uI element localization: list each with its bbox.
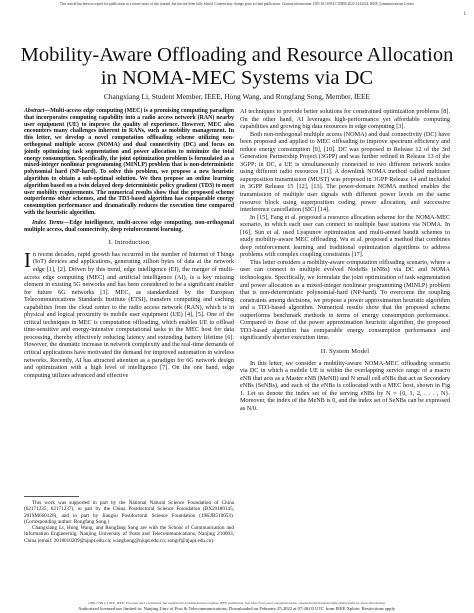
paragraph: AI techniques to provide better solutions for constrained optimization problems [8]. On the other hand, AI leverages high-performance yet affordable computing capabilities and growing big data resources in edge computing [3]. — [240, 108, 450, 131]
paper-title: Mobility-Aware Offloading and Resource Allocation in NOMA-MEC Systems via DC — [20, 44, 454, 89]
page-footer — [6, 601, 468, 611]
abstract — [24, 108, 234, 217]
footnote — [24, 500, 234, 544]
intro-paragraph-text: n recent decades, rapid growth has occurred in the number of Internet of Things (IoT) devices and applications, generating zillion bytes of data at the network edge [1], [2]. Driven by this trend, edge intelligence (EI), the merger of multi-access edge computing (MEC) and artificial intelligence (AI), is a key missing element in existing 5G networks and has been considered to be a significant enabler for future 6G networks [3]. MEC, as standardized by the European Telecommunications Standards Institute (ETSI), transfers computing and caching capabilities from the cloud center to the radio access network (RAN), which is in physical and logical proximity to mobile user equipment (UE) [4], [5]. One of the critical techniques in MEC is computation offloading, which enables UE to offload time-sensitive and energy-intensive computational tasks to the MEC host for data processing, thereby effectively reducing latency and extending battery lifetime [6]. However, the dramatic increase in network complexity and the real-time demands of critical applications have motivated the demand for improved automation in wireless networks. Recently, AI has attracted attention as a paradigm for 6G network design and optimization with a high level of intelligence [7]. On the one hand, edge computing utilizes advanced and effective — [24, 250, 234, 379]
paragraph: In [15], Fang et al. proposed a resource allocation scheme for the NOMA-MEC scenario, in which each user can connect to multiple base stations via NOMA. In [16], Sun et al. used Lyapunov optimization and multi-armed bandit schemes to study mobility-aware MEC offloading. Wu et al. proposed a method that combines deep reinforcement learning and traditional optimization algorithms to address problems with complex coupling constraints [17]. — [240, 213, 450, 259]
drop-cap: I — [24, 247, 31, 272]
right-column — [240, 108, 450, 412]
index-terms-label: Index Terms — [32, 219, 64, 226]
abstract-label: Abstract — [24, 108, 45, 114]
license-notice: Authorized licensed use limited to: Nanjing Univ of Post & Telecommunications. Downloaded on February 25,2022 at 07:40:03 UTC from IEEE Xplore. Restrictions apply. — [78, 605, 396, 611]
section-heading-introduction: I. Introduction — [108, 239, 150, 247]
author-line: Changxiang Li, Student Member, IEEE, Hong Wang, and Rongfang Song, Member, IEEE — [103, 92, 371, 101]
paragraph: This letter considers a mobility-aware computation offloading scenario, where a user can connect to multiple evolved NodeBs (eNBs) via DC and NOMA technologies. Specifically, we formulate the joint optimization of task segmentation and power allocation as a mixed-integer nonlinear programming (MINLP) problem that is non-deterministic polynomial-hard (NP-hard). To overcome the coupling constraints among decisions, we propose a power approximation heuristic algorithm and a TD3-based algorithm. Numerical results show that the proposed scheme outperforms benchmark methods in terms of energy consumption performance. Compared to those of the power approximation heuristic algorithm, the proposed TD3-based algorithm has comparable energy consumption performance and significantly shorter execution time. — [240, 258, 450, 342]
intro-paragraph — [24, 247, 234, 379]
abstract-text: —Multi-access edge computing (MEC) is a promising computing paradigm that incorporates computing capability into a radio access network (RAN) nearby user equipment (UE) to improve the quality of experience. However, MEC also encounters many challenges inherent in RANs, such as mobility management. In this letter, we develop a novel computation offloading scheme utilizing non-orthogonal multiple access (NOMA) and dual connectivity (DC) and focus on jointly optimizing task segmentation and power allocation to minimize the total energy consumption. Specifically, the joint optimization problem is formulated as a mixed-integer nonlinear programming (MINLP) problem that is non-deterministic polynomial hard (NP-hard). To solve this problem, we propose a new heuristic algorithm to obtain a sub-optimal solution. We then propose an online learning algorithm based on a twin delayed deep deterministic policy gradient (TD3) to meet user mobility requirements. The numerical results show that the proposed scheme outperforms other schemes, and the TD3-based algorithm has comparable energy consumption performance and dramatically reduces the execution time compared with the heuristic algorithm. — [24, 108, 234, 216]
section-heading-system-model: II. System Model — [320, 347, 370, 355]
journal-header-notice: This article has been accepted for publication in a future issue of this journal, but has not been fully edited. Content may change prior to final publication. Citation information: DOI 10.1109/LCOMM.2022.3144334, IEEE Communications Letters — [59, 2, 415, 6]
left-column — [24, 108, 234, 379]
copyright-notice: 1089-7798 (c) 2021 IEEE. Personal use is permitted, but republication/redistribution requires IEEE permission. See http://www.ieee.org/publications_standards/publications/rights/index.html for more information. — [87, 600, 387, 605]
affiliation-note: Changxiang Li, Hong Wang, and Rongfang Song are with the School of Communication and Information Engineering, Nanjing University of Posts and Telecommunications, Nanjing 210003, China (email: 2018010209@njupt.edu.cn; wanghong@njupt.edu.cn; songrf@njupt.edu.cn). — [24, 525, 234, 544]
index-terms-text: —Edge intelligence, multi-access edge computing, non-orthogonal multiple access, dual connectivity, deep reinforcement learning. — [24, 219, 234, 233]
footnote-rule — [24, 496, 79, 497]
paragraph: In this letter, we consider a mobility-aware NOMA-MEC offloading scenario via DC in which a mobile UE is within the overlapping service range of a macro eNB that acts as a Master eNB (MeNB) and N small cell eNBs that act as Secondary eNBs (SeNBs), and each of the eNBs is collocated with a MEC host, shown in Fig 1. Let us denote the index set of the serving eNBs by N = {0, 1, 2, . . . , N}. Moreover, the index of the MeNB is 0, and the index set of SeNBs can be expressed as N/0. — [240, 359, 450, 412]
index-terms — [24, 220, 234, 234]
funding-note: This work was supported in part by the National Natural Science Foundation of China (62171235, 62171237), in part by the China Postdoctoral Science Foundation (BX20180145, 2019M660126), and in part by Jiangsu Postdoctoral Science Foundation (19KJB510053). (Corresponding author: Rongfang Song.) — [24, 500, 234, 525]
paragraph: Both non-orthogonal multiple access (NOMA) and dual connectivity (DC) have been proposed and applied to MEC offloading to improve spectrum efficiency and reduce energy consumption [9], [10]. DC was proposed in Release 12 of the 3rd Generation Partnership Project (3GPP) and was further refined in Release 13 of the 3GPP; in DC, a UE is simultaneously connected to two different network nodes using different radio resources [11]. A downlink NOMA method called multiuser superposition transmission (MUST) was proposed in 3GPP Release 14 and included in 3GPP Release 15 [12], [13]. The power-domain NOMA method enables the transmission of multiple user signals with different power levels on the same resource block using superposition coding, power allocation, and successive interference cancellation (SIC) [14]. — [240, 130, 450, 214]
page-number: 1 — [463, 12, 466, 17]
